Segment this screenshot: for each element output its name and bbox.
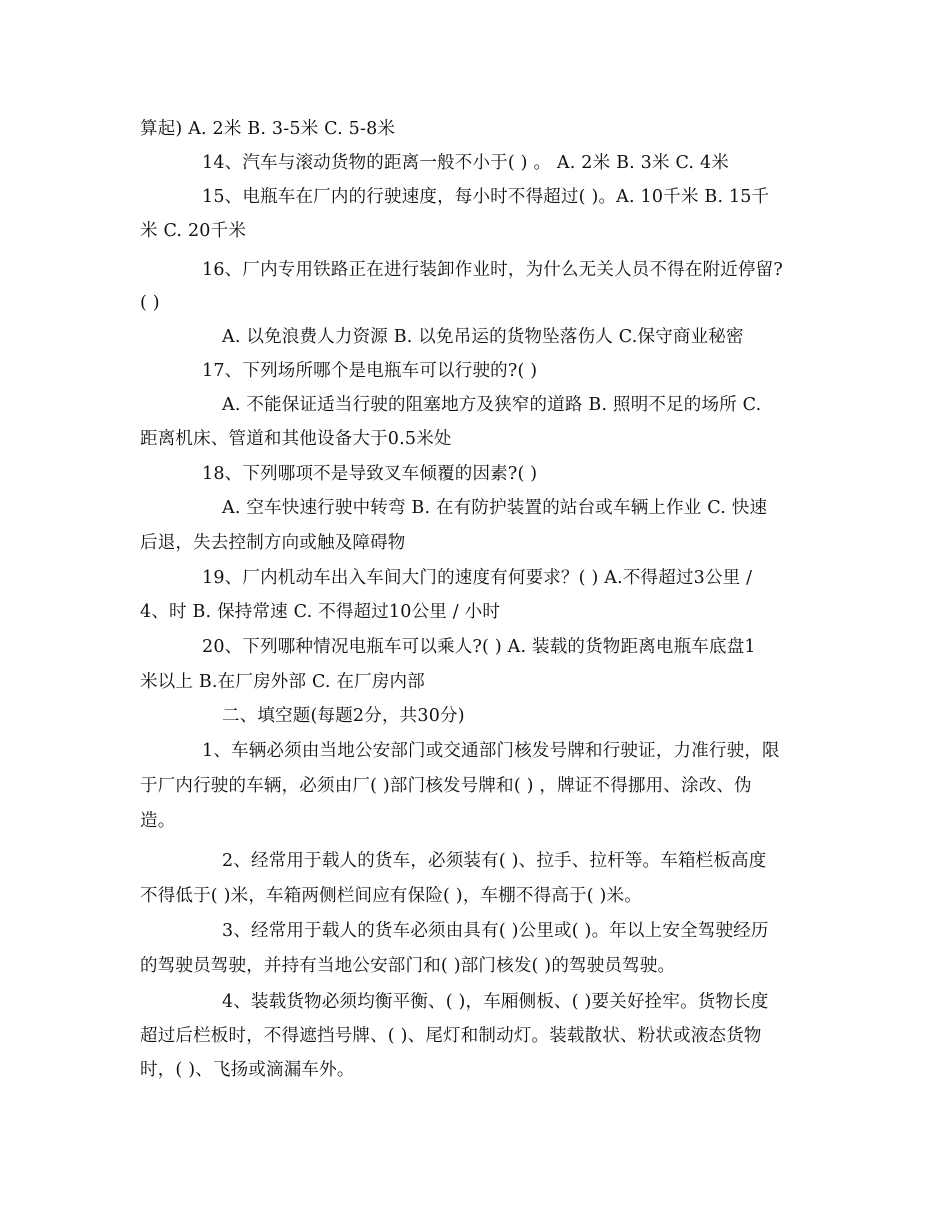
text-line: 的驾驶员驾驶，并持有当地公安部门和( )部门核发( )的驾驶员驾驶。 [140, 956, 676, 976]
question-18: 18、下列哪项不是导致叉车倾覆的因素?( ) [202, 464, 538, 484]
text-line: 距离机床、管道和其他设备大于0.5米处 [140, 429, 452, 449]
text-line: 超过后栏板时，不得遮挡号牌、( )、尾灯和制动灯。装载散状、粉状或液态货物 [140, 1026, 762, 1046]
question-17: 17、下列场所哪个是电瓶车可以行驶的?( ) [202, 361, 538, 381]
question-19: 19、厂内机动车出入车间大门的速度有何要求？( ) A.不得超过3公里 / [202, 568, 753, 588]
question-20: 20、下列哪种情况电瓶车可以乘人?( ) A. 装载的货物距离电瓶车底盘1 [202, 637, 756, 657]
question-16: 16、厂内专用铁路正在进行装卸作业时，为什么无关人员不得在附近停留? [202, 260, 783, 280]
text-line: 米 C. 20千米 [140, 221, 247, 241]
text-line: 4、时 B. 保持常速 C. 不得超过10公里 / 小时 [140, 602, 501, 622]
options-16: A. 以免浪费人力资源 B. 以免吊运的货物坠落伤人 C.保守商业秘密 [222, 327, 744, 347]
text-line: 不得低于( )米，车箱两侧栏间应有保险( )，车棚不得高于( )米。 [140, 886, 642, 906]
fill-question-2: 2、经常用于载人的货车，必须装有( )、拉手、拉杆等。车箱栏板高度 [222, 851, 767, 871]
fill-question-4: 4、装载货物必须均衡平衡、( )，车厢侧板、( )要关好拴牢。货物长度 [222, 992, 769, 1012]
fill-question-1: 1、车辆必须由当地公安部门或交通部门核发号牌和行驶证，力准行驶，限 [202, 741, 780, 761]
question-15: 15、电瓶车在厂内的行驶速度，每小时不得超过( )。A. 10千米 B. 15千 [202, 187, 770, 207]
text-line: 算起) A. 2米 B. 3-5米 C. 5-8米 [140, 119, 396, 139]
options-17: A. 不能保证适当行驶的阻塞地方及狭窄的道路 B. 照明不足的场所 C. [222, 395, 762, 415]
question-14: 14、汽车与滚动货物的距离一般不小于( ) 。 A. 2米 B. 3米 C. 4米 [202, 153, 729, 173]
text-line: 后退，失去控制方向或触及障碍物 [140, 533, 406, 553]
options-18: A. 空车快速行驶中转弯 B. 在有防护装置的站台或车辆上作业 C. 快速 [222, 498, 768, 518]
text-line: 米以上 B.在厂房外部 C. 在厂房内部 [140, 672, 425, 692]
text-line: 于厂内行驶的车辆，必须由厂( )部门核发号牌和( ) ，牌证不得挪用、涂改、伪 [140, 776, 752, 796]
text-line: 时，( )、飞扬或滴漏车外。 [140, 1060, 355, 1080]
fill-question-3: 3、经常用于载人的货车必须由具有( )公里或( )。年以上安全驾驶经历 [222, 921, 769, 941]
text-line: 造。 [140, 811, 176, 831]
section-heading: 二、填空题(每题2分，共30分) [222, 706, 465, 726]
text-line: ( ) [140, 293, 160, 313]
